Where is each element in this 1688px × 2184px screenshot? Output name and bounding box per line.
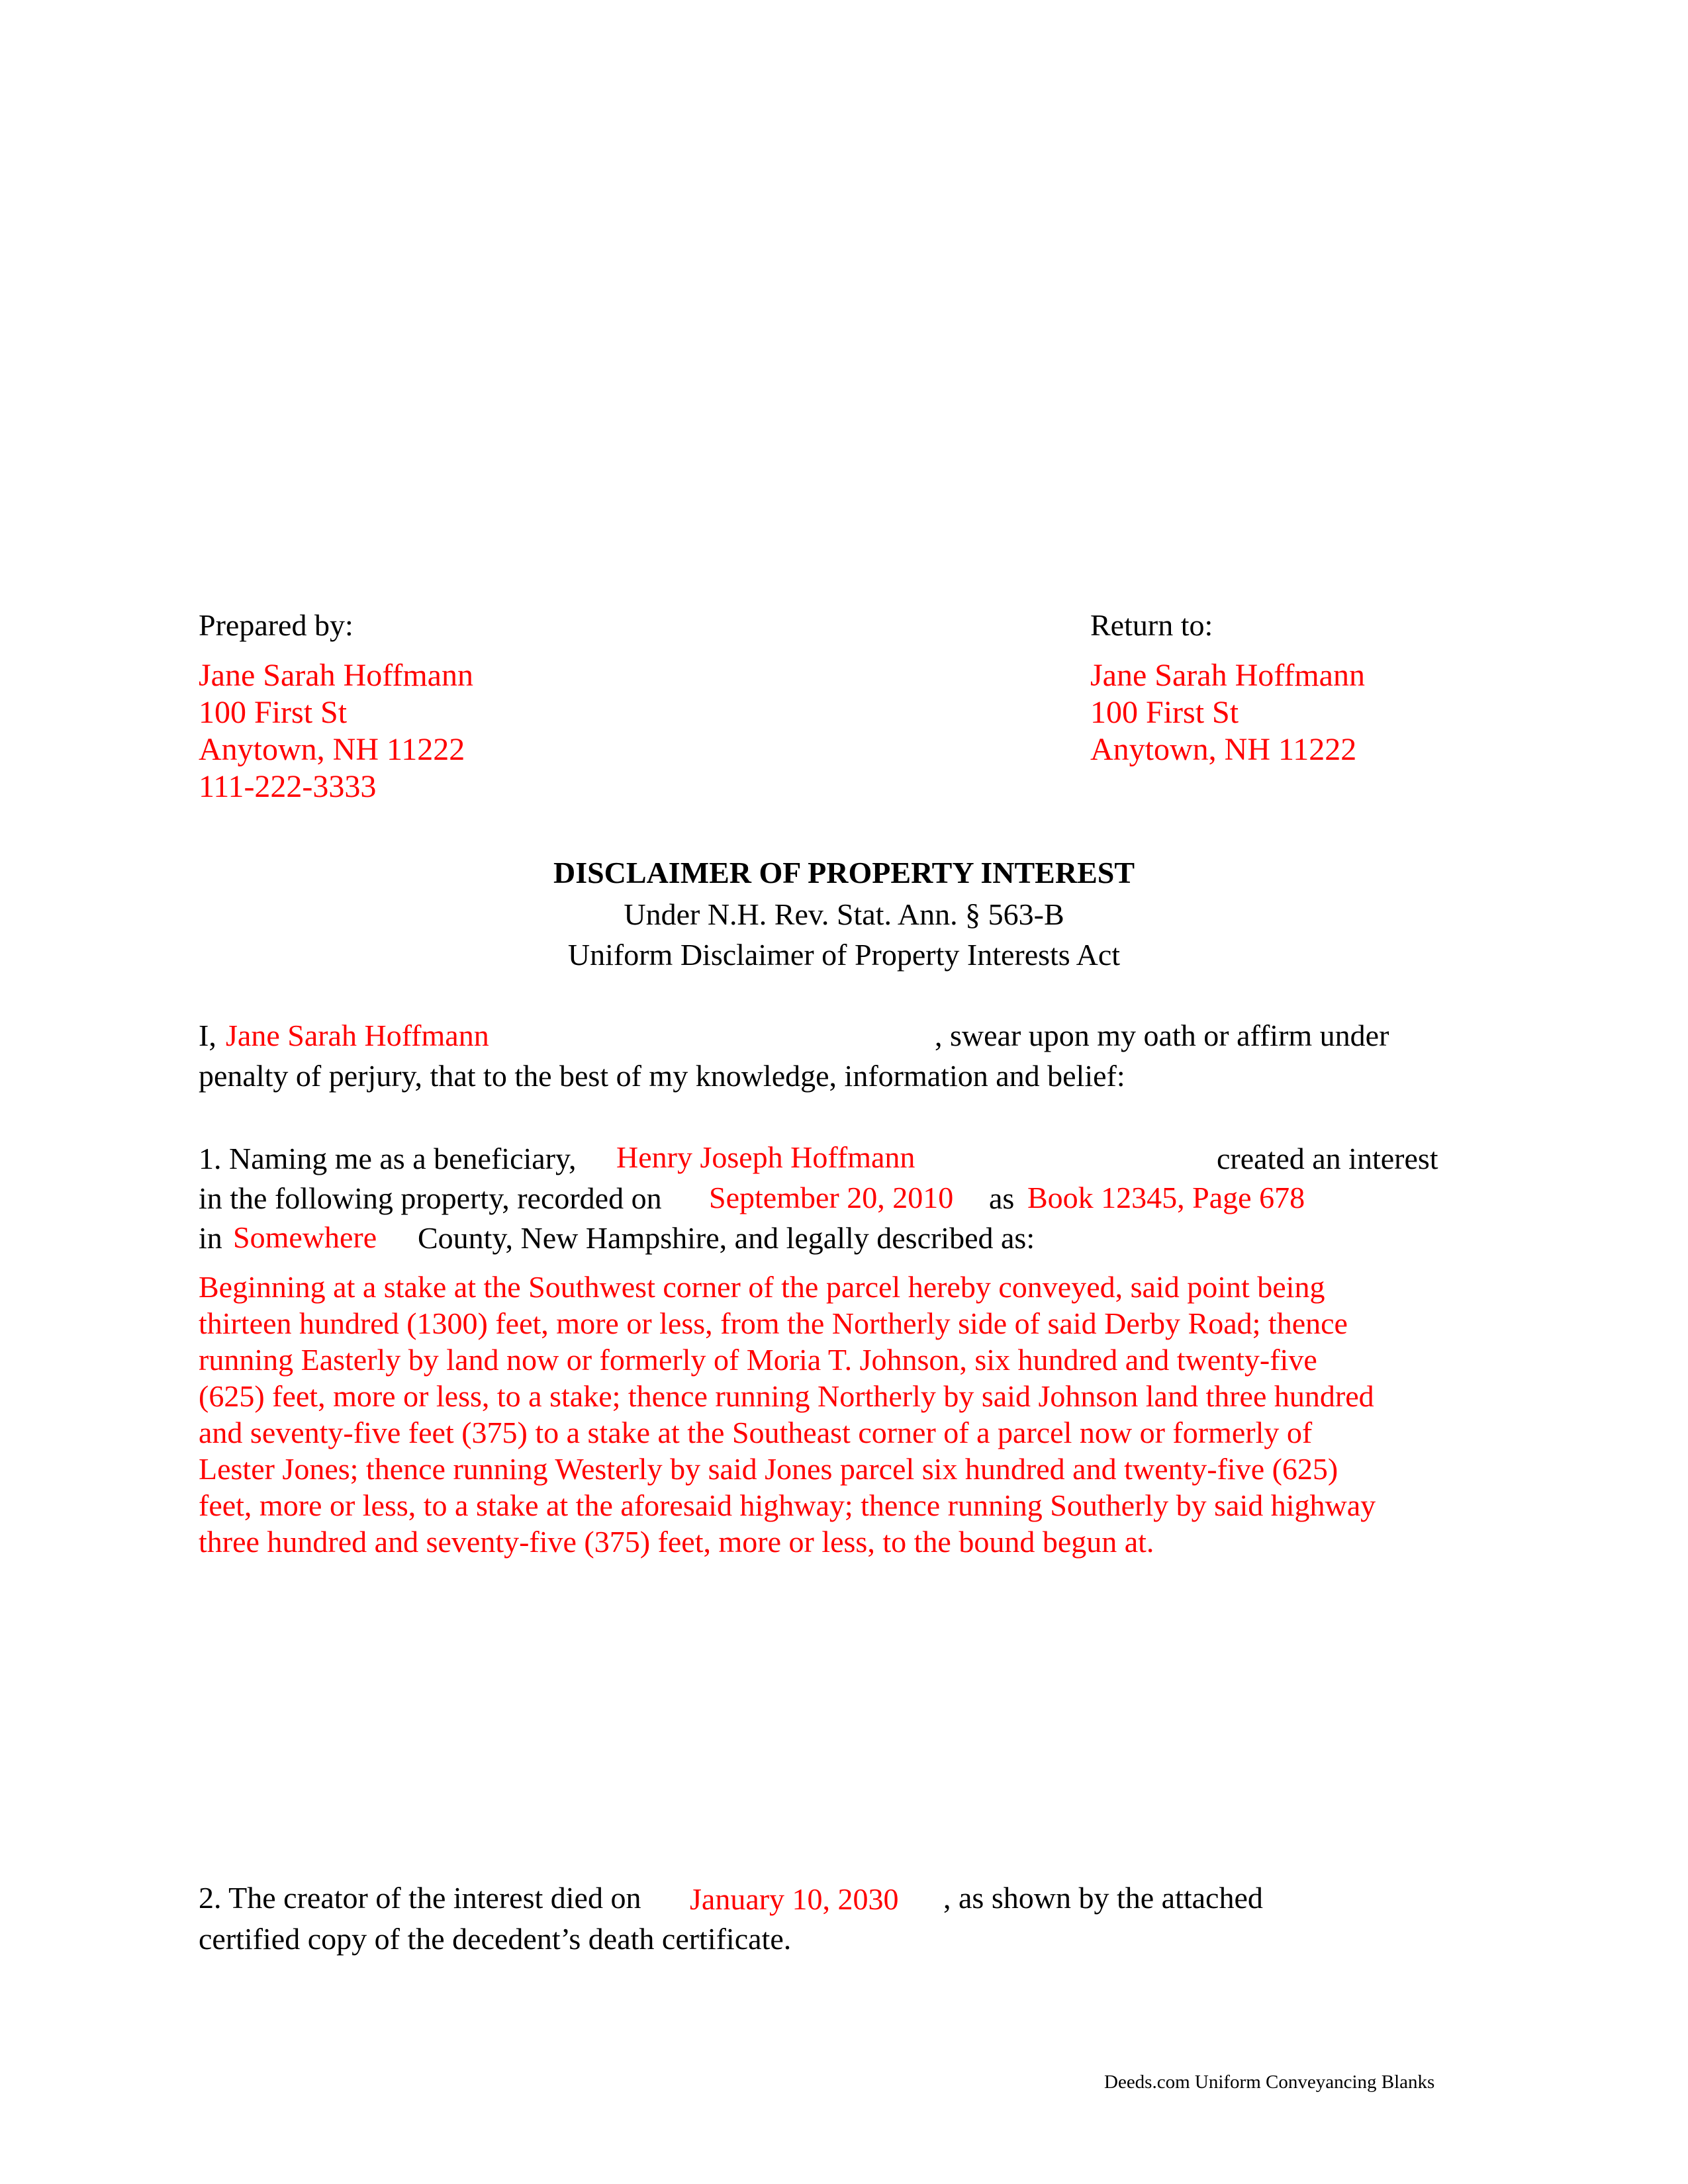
item2-line-2: certified copy of the decedent’s death certificate. [199,1922,792,1956]
legal-line: and seventy-five feet (375) to a stake at the Southeast corner of a parcel now or formerly of [199,1416,1313,1449]
oath-prefix: I, [199,1019,216,1052]
prepared-by-address [199,657,473,805]
oath-suffix: , swear upon my oath or affirm under [935,1019,1389,1052]
statute-reference: Under N.H. Rev. Stat. Ann. § 563-B [624,897,1064,931]
prepared-by-phone: 111-222-3333 [199,769,377,804]
item1-line3-suffix: County, New Hampshire, and legally described as: [418,1221,1035,1255]
item2-suffix: , as shown by the attached [943,1881,1263,1915]
county-name: Somewhere [233,1220,377,1254]
return-to-name: Jane Sarah Hoffmann [1090,658,1365,693]
legal-line: (625) feet, more or less, to a stake; thence running Northerly by said Johnson land three hundred [199,1379,1374,1413]
death-date: January 10, 2030 [690,1882,899,1916]
recorded-date: September 20, 2010 [709,1181,954,1214]
item1-line2-prefix: in the following property, recorded on [199,1181,662,1215]
legal-line: thirteen hundred (1300) feet, more or less, from the Northerly side of said Derby Road; thence [199,1306,1348,1340]
in-word: in [199,1221,222,1255]
return-to-address [1090,657,1365,768]
footer-credit: Deeds.com Uniform Conveyancing Blanks [1104,2071,1435,2093]
creator-name: Henry Joseph Hoffmann [616,1140,915,1174]
oath-line-2: penalty of perjury, that to the best of my knowledge, information and belief: [199,1059,1125,1093]
item2-prefix: 2. The creator of the interest died on [199,1881,641,1915]
as-word: as [989,1181,1015,1215]
item1-prefix: 1. Naming me as a beneficiary, [199,1142,577,1175]
item1-suffix: created an interest [1217,1142,1438,1175]
legal-line: feet, more or less, to a stake at the aforesaid highway; thence running Southerly by said highway [199,1488,1376,1522]
legal-line: three hundred and seventy-five (375) feet, more or less, to the bound begun at. [199,1525,1154,1559]
return-to-street: 100 First St [1090,695,1239,730]
return-to-label: Return to: [1090,608,1213,642]
legal-line: Beginning at a stake at the Southwest corner of the parcel hereby conveyed, said point being [199,1270,1325,1304]
prepared-by-name: Jane Sarah Hoffmann [199,658,473,693]
book-page: Book 12345, Page 678 [1027,1181,1305,1214]
legal-description [199,1269,1376,1560]
act-name: Uniform Disclaimer of Property Interests Act [567,938,1121,972]
legal-line: Lester Jones; thence running Westerly by said Jones parcel six hundred and twenty-five (625) [199,1452,1338,1486]
document-title: DISCLAIMER OF PROPERTY INTEREST [553,856,1135,889]
disclaimant-name: Jane Sarah Hoffmann [226,1019,489,1052]
legal-line: running Easterly by land now or formerly of Moria T. Johnson, six hundred and twenty-five [199,1343,1317,1377]
prepared-by-label: Prepared by: [199,608,353,642]
return-to-city: Anytown, NH 11222 [1090,732,1357,767]
prepared-by-city: Anytown, NH 11222 [199,732,465,767]
prepared-by-street: 100 First St [199,695,348,730]
